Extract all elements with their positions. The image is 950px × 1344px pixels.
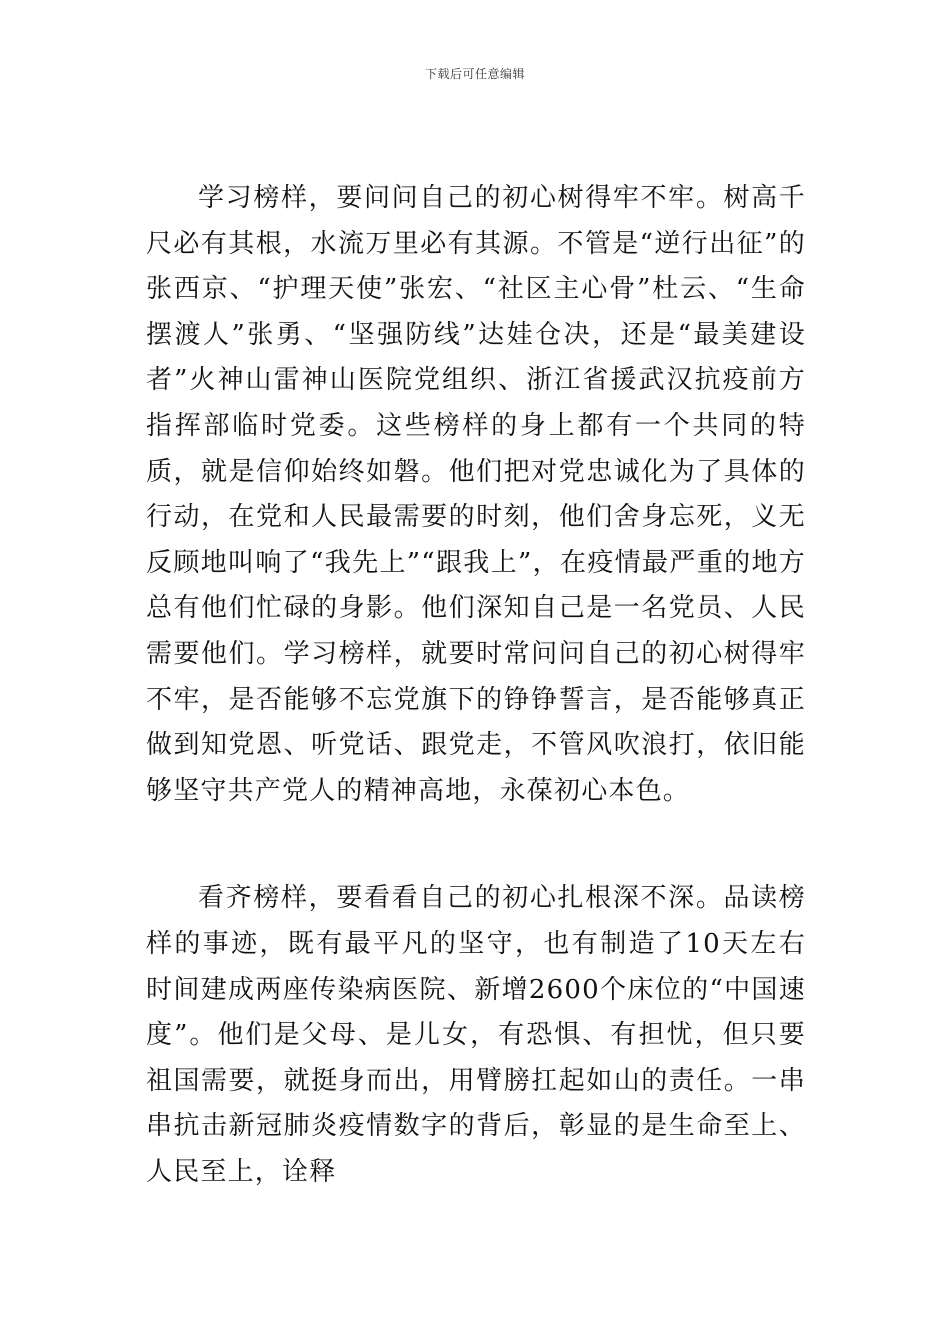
- paragraph-learn-from-role-models: 学习榜样，要问问自己的初心树得牢不牢。树高千尺必有其根，水流万里必有其源。不管是“逆行出征”的张西京、“护理天使”张宏、“社区主心骨”杜云、“生命摆渡人”张勇、“坚强防线”达娃仓决，还是“最美建设者”火神山雷神山医院党组织、浙江省援武汉抗疫前方指挥部临时党委。这些榜样的身上都有一个共同的特质，就是信仰始终如磐。他们把对党忠诚化为了具体的行动，在党和人民最需要的时刻，他们舍身忘死，义无反顾地叫响了“我先上”“跟我上”，在疫情最严重的地方总有他们忙碌的身影。他们深知自己是一名党员、人民需要他们。学习榜样，就要时常问问自己的初心树得牢不牢，是否能够不忘党旗下的铮铮誓言，是否能够真正做到知党恩、听党话、跟党走，不管风吹浪打，依旧能够坚守共产党人的精神高地，永葆初心本色。: [146, 183, 806, 806]
- page-header-note: 下载后可任意编辑: [424, 67, 525, 81]
- paragraph-emulate-role-models: 看齐榜样，要看看自己的初心扎根深不深。品读榜样的事迹，既有最平凡的坚守，也有制造了10天左右时间建成两座传染病医院、新增2600个床位的“中国速度”。他们是父母、是儿女，有恐惧、有担忧，但只要祖国需要，就挺身而出，用臂膀扛起如山的责任。一串串抗击新冠肺炎疫情数字的背后，彰显的是生命至上、人民至上，诠释: [146, 883, 806, 1187]
- document-body: [146, 176, 806, 1195]
